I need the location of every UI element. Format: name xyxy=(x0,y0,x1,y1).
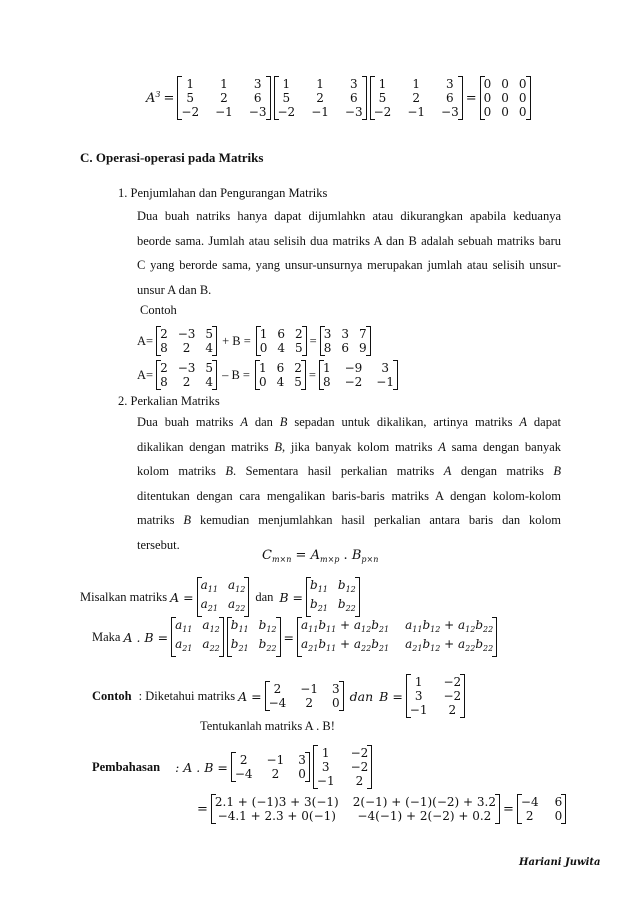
matrix-cell: −3 xyxy=(248,105,267,119)
matrix-cell: $a_{21}b_{11} + a_{22}b_{21}$ xyxy=(300,637,390,653)
matrix-pembahasan-final xyxy=(517,794,566,824)
misalkan-b-lhs: B = xyxy=(279,589,304,605)
formula-a-sub: m×p xyxy=(319,555,340,564)
matrix-cell: −4 xyxy=(234,767,253,781)
matrix-cell: 0 xyxy=(501,77,509,91)
matrix-cell: −4 xyxy=(268,696,287,710)
matrix-cell: −9 xyxy=(344,361,363,375)
matrix-cell: −2 xyxy=(443,689,462,703)
matrix-cell: $a_{22}$ xyxy=(202,637,220,653)
matrix-maka-result xyxy=(297,617,497,657)
matrix-cell: −4(−1) + 2(−2) + 0.2 xyxy=(357,809,492,823)
matrix-cell: 3 xyxy=(349,77,358,91)
misalkan-text: Misalkan matriks xyxy=(80,589,168,604)
matrix-cell: −1 xyxy=(311,105,329,119)
item1-paragraph xyxy=(137,204,561,302)
formula-b: B xyxy=(351,548,362,563)
subtraction-equation xyxy=(137,360,398,390)
matrix-cell: −4 xyxy=(520,795,539,809)
matrix-cell: −2 xyxy=(344,375,363,389)
matrix-top-result xyxy=(480,76,531,120)
matrix-cell: −2 xyxy=(350,746,369,760)
item2-line: matriks B kemudian menjumlahkan hasil perkalian antara baris dan kolom xyxy=(137,513,561,527)
matrix-cell: 1 xyxy=(259,327,268,341)
add-eq-sign: = xyxy=(309,333,317,348)
matrix-cell: $b_{21}$ xyxy=(230,637,249,653)
matrix-contoh-b xyxy=(406,674,465,718)
item2-paragraph xyxy=(137,410,561,557)
matrix-sub-b xyxy=(255,360,306,390)
matrix-cell: −1 xyxy=(316,774,335,788)
matrix-cell: −2 xyxy=(373,105,392,119)
contoh2-task: Tentukanlah matriks A . B! xyxy=(200,719,335,733)
matrix-cell: 2 xyxy=(295,327,303,341)
matrix-cell: 3 xyxy=(298,753,306,767)
matrix-cell: 1 xyxy=(414,675,423,689)
matrix-cell: 5 xyxy=(295,341,303,355)
pembahasan-eq: = xyxy=(197,801,208,817)
contoh2-text: : Diketahui matriks xyxy=(138,688,236,703)
matrix-maka-a xyxy=(171,617,224,657)
matrix-cell: 4 xyxy=(205,341,214,355)
matrix-cell: 0 xyxy=(483,77,492,91)
matrix-cell: 4 xyxy=(276,375,285,389)
sub-operator: – B = xyxy=(222,367,250,382)
matrix-cell: $a_{11}$ xyxy=(175,618,193,634)
matrix-cell: 5 xyxy=(294,375,302,389)
matrix-cell: 0 xyxy=(298,767,306,781)
matrix-cell: 2 xyxy=(525,809,534,823)
matrix-cell: 0 xyxy=(518,91,527,105)
matrix-pembahasan-a xyxy=(231,752,310,782)
matrix-cell: −2 xyxy=(277,105,296,119)
contoh2-line xyxy=(92,674,465,718)
matrix-cell: 2 xyxy=(273,682,282,696)
signature: Hariani Juwita xyxy=(519,857,601,868)
maka-text: Maka xyxy=(92,629,121,644)
item1-line: C yang berorde sama, yang unsur-unsurnya merupakan jumlah atau selisih unsur- xyxy=(137,258,561,272)
matrix-cell: 5 xyxy=(378,91,387,105)
matrix-cell: 2 xyxy=(294,361,302,375)
matrix-top-3 xyxy=(370,76,463,120)
matrix-cell: $b_{12}$ xyxy=(337,578,356,594)
matrix-cell: −1 xyxy=(266,753,285,767)
matrix-maka-b xyxy=(227,617,281,657)
matrix-sub-result xyxy=(319,360,398,390)
matrix-cell: 6 xyxy=(277,327,286,341)
matrix-cell: 2 xyxy=(220,91,228,105)
matrix-cell: 1 xyxy=(186,77,195,91)
matrix-cell: 0 xyxy=(501,91,509,105)
matrix-cell: −1 xyxy=(376,375,394,389)
sub-a-label: A= xyxy=(137,367,154,382)
matrix-cell: 0 xyxy=(332,696,340,710)
matrix-cell: $a_{21}$ xyxy=(175,637,193,653)
addition-equation xyxy=(137,326,371,356)
matrix-cell: 1 xyxy=(322,361,331,375)
product-formula xyxy=(262,548,378,564)
matrix-cell: 2 xyxy=(182,341,191,355)
matrix-cell: 8 xyxy=(323,341,332,355)
matrix-cell: 6 xyxy=(349,91,358,105)
matrix-top-2 xyxy=(274,76,367,120)
matrix-cell: 3 xyxy=(381,361,389,375)
matrix-cell: 5 xyxy=(186,91,195,105)
matrix-cell: 8 xyxy=(322,375,331,389)
item2-line: tersebut. xyxy=(137,537,180,552)
matrix-cell: 2 xyxy=(160,327,168,341)
matrix-cell: $a_{12}$ xyxy=(227,578,246,594)
maka-lhs: A . B = xyxy=(123,629,169,645)
matrix-cell: 2 xyxy=(316,91,324,105)
matrix-cell: 0 xyxy=(518,77,527,91)
contoh2-a-lhs: A = xyxy=(238,688,262,704)
matrix-cell: 1 xyxy=(378,77,387,91)
matrix-cell: 3 xyxy=(446,77,454,91)
top-power: 3 xyxy=(155,90,161,99)
matrix-cell: 2 xyxy=(182,375,191,389)
contoh2-label: Contoh xyxy=(92,688,132,703)
maka-eq: = xyxy=(283,629,294,645)
item2-line: Dua buah matriks A dan B sepadan untuk dikalikan, artinya matriks A dapat xyxy=(137,415,561,429)
item2-line: ditentukan dengan cara mengalikan baris-baris matriks A dengan kolom-kolom xyxy=(137,488,561,503)
matrix-cell: 0 xyxy=(501,105,509,119)
matrix-cell: 2.1 + (−1)3 + 3(−1) xyxy=(214,795,339,809)
matrix-cell: 3 xyxy=(321,760,330,774)
pembahasan-label: Pembahasan xyxy=(92,759,161,774)
add-a-label: A= xyxy=(137,333,154,348)
contoh-label: Contoh xyxy=(140,303,177,317)
matrix-cell: 2 xyxy=(271,767,280,781)
pembahasan-line xyxy=(92,745,372,789)
matrix-cell: 3 xyxy=(253,77,262,91)
section-c-heading: C. Operasi-operasi pada Matriks xyxy=(80,150,264,165)
matrix-cell: 9 xyxy=(359,341,367,355)
pembahasan-lhs: : A . B = xyxy=(175,759,228,775)
matrix-cell: $b_{21}$ xyxy=(310,597,328,613)
matrix-cell: 3 xyxy=(332,682,340,696)
matrix-cell: 1 xyxy=(412,77,420,91)
matrix-cell: −1 xyxy=(300,682,318,696)
matrix-cell: 0 xyxy=(258,375,267,389)
matrix-cell: 6 xyxy=(253,91,262,105)
formula-eq: = xyxy=(295,548,307,563)
matrix-cell: 6 xyxy=(554,795,563,809)
matrix-cell: 2 xyxy=(305,696,313,710)
matrix-cell: 0 xyxy=(518,105,527,119)
matrix-cell: 2 xyxy=(239,753,248,767)
matrix-cell: 5 xyxy=(205,361,214,375)
matrix-cell: 2 xyxy=(412,91,420,105)
matrix-cell: −3 xyxy=(177,327,196,341)
top-equation xyxy=(146,76,531,120)
matrix-cell: 0 xyxy=(483,105,492,119)
matrix-cell: $b_{22}$ xyxy=(258,637,277,653)
matrix-cell: $b_{22}$ xyxy=(337,597,356,613)
item1-line: beorde sama. Jumlah atau selisih dua matriks A dan B adalah sebuah matriks baru xyxy=(137,233,561,248)
formula-dot: . xyxy=(343,548,348,563)
matrix-cell: 0 xyxy=(259,341,268,355)
matrix-cell: 7 xyxy=(359,327,367,341)
item2-title: 2. Perkalian Matriks xyxy=(118,394,220,408)
matrix-cell: $a_{11}b_{11} + a_{12}b_{21}$ xyxy=(300,618,390,634)
matrix-cell: 5 xyxy=(205,327,214,341)
matrix-cell: $b_{12}$ xyxy=(258,618,277,634)
matrix-general-a xyxy=(197,577,250,617)
item1-line: unsur A dan B. xyxy=(137,282,212,297)
matrix-cell: 2(−1) + (−1)(−2) + 3.2 xyxy=(352,795,496,809)
matrix-cell: $a_{22}$ xyxy=(227,597,246,613)
item1-line: Dua buah natriks hanya dapat dijumlahkn atau dikurangkan apabila keduanya xyxy=(137,209,561,223)
formula-c: C xyxy=(262,548,272,563)
formula-b-sub: p×n xyxy=(361,555,379,564)
matrix-cell: 5 xyxy=(282,91,291,105)
item2-line: kolom matriks B. Sementara hasil perkalian matriks A dengan matriks B xyxy=(137,464,562,478)
matrix-cell: 6 xyxy=(341,341,350,355)
matrix-cell: −1 xyxy=(215,105,233,119)
misalkan-line xyxy=(80,577,360,617)
matrix-contoh-a xyxy=(265,681,344,711)
matrix-cell: 1 xyxy=(282,77,291,91)
matrix-add-result xyxy=(320,326,371,356)
matrix-add-b xyxy=(256,326,307,356)
matrix-cell: 1 xyxy=(220,77,228,91)
matrix-pembahasan-expansion xyxy=(211,794,500,824)
matrix-cell: 4 xyxy=(277,341,286,355)
matrix-cell: 0 xyxy=(554,809,563,823)
matrix-cell: −2 xyxy=(181,105,200,119)
sub-eq-sign: = xyxy=(308,367,316,382)
matrix-cell: 8 xyxy=(160,375,168,389)
top-lhs: A xyxy=(146,91,156,106)
top-eq-sign: = xyxy=(163,90,175,106)
matrix-cell: 3 xyxy=(323,327,332,341)
matrix-cell: $a_{21}$ xyxy=(200,597,218,613)
formula-a: A xyxy=(310,548,320,563)
matrix-sub-a xyxy=(156,360,217,390)
matrix-cell: $b_{11}$ xyxy=(310,578,328,594)
maka-line xyxy=(92,617,497,657)
matrix-add-a xyxy=(156,326,217,356)
matrix-cell: 1 xyxy=(321,746,330,760)
matrix-cell: 6 xyxy=(446,91,454,105)
matrix-cell: 3 xyxy=(414,689,423,703)
matrix-cell: 2 xyxy=(448,703,457,717)
matrix-pembahasan-b xyxy=(313,745,372,789)
matrix-cell: −4.1 + 2.3 + 0(−1) xyxy=(217,809,336,823)
matrix-cell: $b_{11}$ xyxy=(230,618,249,634)
matrix-cell: −1 xyxy=(407,105,426,119)
item1-title: 1. Penjumlahan dan Pengurangan Matriks xyxy=(118,186,328,200)
matrix-cell: 6 xyxy=(276,361,285,375)
matrix-cell: −2 xyxy=(350,760,369,774)
matrix-cell: $a_{11}$ xyxy=(200,578,218,594)
matrix-cell: 2 xyxy=(355,774,364,788)
matrix-cell: 1 xyxy=(316,77,324,91)
pembahasan-result xyxy=(197,794,566,824)
matrix-cell: $a_{11}b_{12} + a_{12}b_{22}$ xyxy=(405,618,494,634)
item2-line: dikalikan dengan matriks B, jika banyak kolom matriks A sama dengan banyak xyxy=(137,439,561,454)
matrix-cell: 4 xyxy=(205,375,214,389)
misalkan-dan: dan xyxy=(255,589,274,604)
contoh2-b-lhs: B = xyxy=(379,688,403,704)
matrix-cell: −3 xyxy=(441,105,459,119)
matrix-cell: −2 xyxy=(443,675,462,689)
matrix-cell: 0 xyxy=(483,91,492,105)
matrix-cell: 8 xyxy=(160,341,168,355)
matrix-cell: 1 xyxy=(258,361,267,375)
matrix-general-b xyxy=(306,577,360,617)
matrix-cell: −1 xyxy=(409,703,428,717)
add-operator: + B = xyxy=(222,333,251,348)
matrix-cell: −3 xyxy=(344,105,363,119)
matrix-cell: 2 xyxy=(160,361,168,375)
matrix-cell: $a_{21}b_{12} + a_{22}b_{22}$ xyxy=(405,637,494,653)
matrix-cell: 3 xyxy=(341,327,350,341)
matrix-cell: −3 xyxy=(177,361,196,375)
matrix-cell: $a_{12}$ xyxy=(202,618,220,634)
misalkan-a-lhs: A = xyxy=(170,589,194,605)
matrix-top-1 xyxy=(177,76,270,120)
contoh2-dan: dan xyxy=(349,688,374,704)
pembahasan-eq-2: = xyxy=(502,801,514,817)
formula-c-sub: m×n xyxy=(271,555,292,564)
top-eq-sign-2: = xyxy=(465,90,477,106)
